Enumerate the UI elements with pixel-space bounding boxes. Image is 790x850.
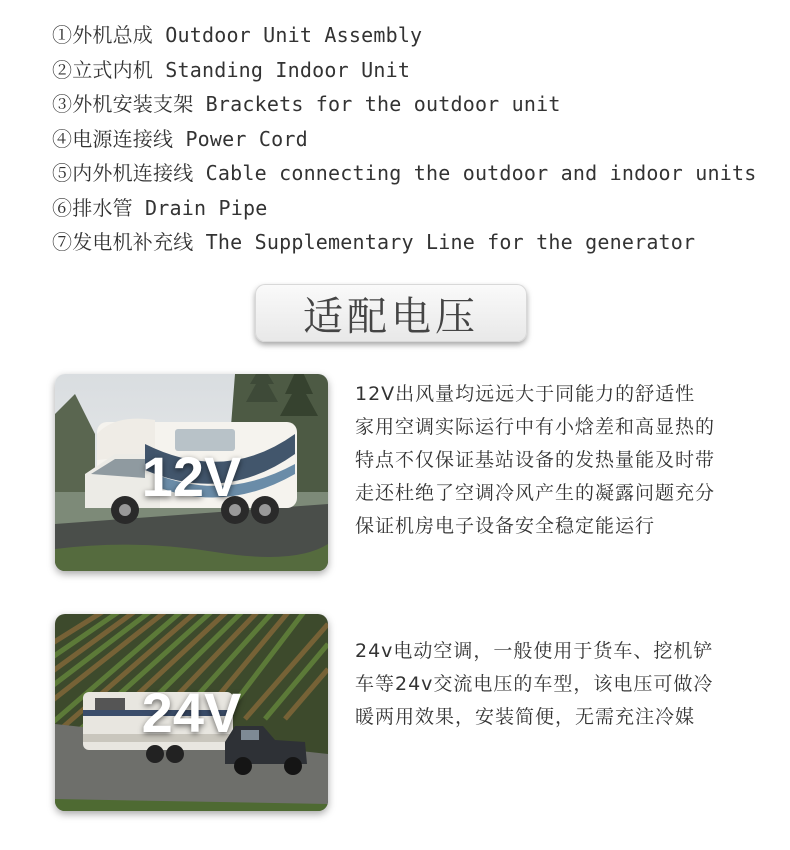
parts-list: [52, 18, 757, 260]
part-item-generator-line: ⑦发电机补充线 The Supplementary Line for the generator: [52, 230, 696, 254]
section-title-box: [255, 284, 527, 342]
voltage-24v-label: 24V: [141, 681, 242, 744]
voltage-24v-description: 24v电动空调，一般使用于货车、挖机铲车等24v交流电压的车型，该电压可做冷暖两用效果，安装简便，无需充注冷媒: [355, 640, 714, 728]
rv-24v-image: [55, 614, 328, 811]
part-item-brackets: ③外机安装支架 Brackets for the outdoor unit: [52, 92, 561, 116]
part-item-outdoor-unit: ①外机总成 Outdoor Unit Assembly: [52, 23, 423, 47]
part-item-drain-pipe: ⑥排水管 Drain Pipe: [52, 195, 268, 220]
part-item-power-cord: ④电源连接线 Power Cord: [52, 126, 308, 151]
part-item-connecting-cable: ⑤内外机连接线 Cable connecting the outdoor and indoor units: [52, 161, 757, 185]
section-title: 适配电压: [303, 293, 479, 340]
voltage-12v-label: 12V: [141, 445, 242, 508]
rv-12v-image: [55, 374, 328, 571]
part-item-indoor-unit: ②立式内机 Standing Indoor Unit: [52, 57, 411, 82]
voltage-12v-description: 12V出风量均远远大于同能力的舒适性家用空调实际运行中有小焓差和高显热的特点不仅保证基站设备的发热量能及时带走还杜绝了空调冷风产生的凝露问题充分保证机房电子设备安全稳定能运行: [355, 383, 716, 537]
